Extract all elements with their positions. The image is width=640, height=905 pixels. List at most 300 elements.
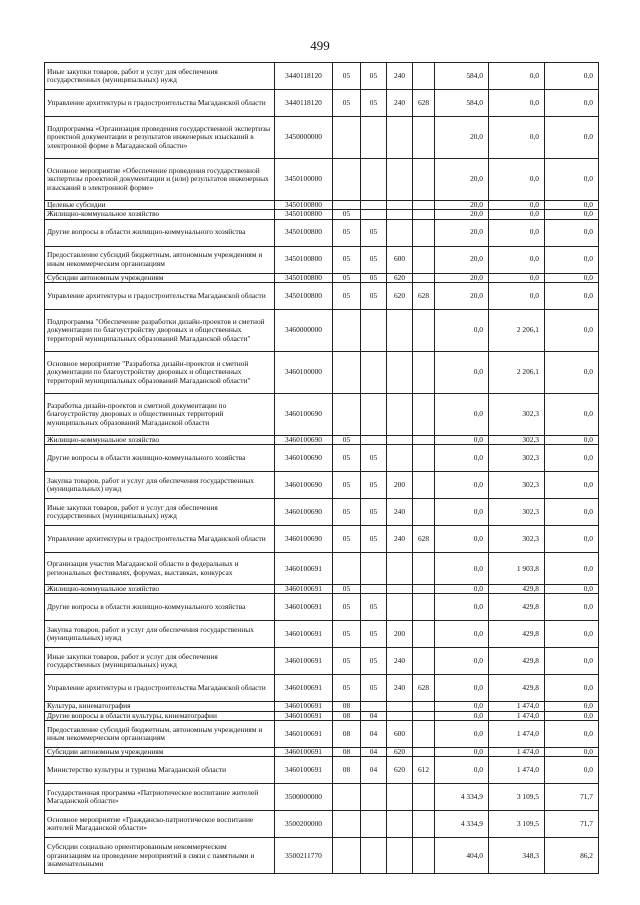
row-name: Другие вопросы в области жилищно-коммунального хозяйства [45,219,275,246]
ministry-code [413,201,435,210]
section-code [333,351,361,393]
execution-percent: 0,0 [545,435,599,444]
subsection-code: 05 [361,526,387,553]
subsection-code: 05 [361,282,387,309]
expense-type-code [387,201,413,210]
executed-amount: 429,8 [489,648,545,675]
executed-amount: 0,0 [489,273,545,282]
execution-percent: 0,0 [545,711,599,720]
table-row [45,499,599,526]
table-row [45,282,599,309]
table-row [45,201,599,210]
target-code: 3450100000 [275,159,333,201]
ministry-code: 628 [413,675,435,702]
expense-type-code: 620 [387,757,413,784]
table-row [45,838,599,874]
section-code [333,553,361,585]
executed-amount: 0,0 [489,219,545,246]
row-name: Организация участия Магаданской области в федеральных и региональных фестивалях, форумах, выставках, конкурсах [45,553,275,585]
table-row [45,585,599,594]
section-code: 05 [333,675,361,702]
row-name: Субсидии автономным учреждениям [45,748,275,757]
subsection-code [361,435,387,444]
execution-percent: 0,0 [545,63,599,90]
table-row [45,526,599,553]
expense-type-code [387,219,413,246]
expense-type-code [387,585,413,594]
subsection-code [361,201,387,210]
executed-amount: 302,3 [489,472,545,499]
row-name: Закупка товаров, работ и услуг для обеспечения государственных (муниципальных) нужд [45,472,275,499]
expense-type-code [387,351,413,393]
row-name: Другие вопросы в области жилищно-коммунального хозяйства [45,594,275,621]
ministry-code [413,499,435,526]
target-code: 3450100800 [275,282,333,309]
execution-percent: 71,7 [545,811,599,838]
planned-amount: 4 334,9 [435,784,489,811]
subsection-code: 05 [361,621,387,648]
planned-amount: 0,0 [435,702,489,711]
section-code [333,201,361,210]
planned-amount: 20,0 [435,117,489,159]
target-code: 3500200000 [275,811,333,838]
subsection-code: 05 [361,273,387,282]
expense-type-code: 240 [387,648,413,675]
row-name: Предоставление субсидий бюджетным, автономным учреждениям и иным некоммерческим организациям [45,246,275,273]
ministry-code: 628 [413,526,435,553]
execution-percent: 0,0 [545,219,599,246]
executed-amount: 302,3 [489,499,545,526]
ministry-code: 628 [413,282,435,309]
execution-percent: 0,0 [545,309,599,351]
execution-percent: 0,0 [545,210,599,219]
row-name: Управление архитектуры и градостроительства Магаданской области [45,526,275,553]
section-code [333,811,361,838]
ministry-code [413,309,435,351]
table-row [45,675,599,702]
subsection-code: 04 [361,748,387,757]
expense-type-code [387,594,413,621]
executed-amount: 1 474,0 [489,748,545,757]
execution-percent: 0,0 [545,246,599,273]
execution-percent: 0,0 [545,675,599,702]
expense-type-code [387,711,413,720]
table-row [45,711,599,720]
subsection-code [361,553,387,585]
section-code: 05 [333,585,361,594]
section-code [333,117,361,159]
ministry-code: 612 [413,757,435,784]
row-name: Основное мероприятие "Разработка дизайн-проектов и сметной документации по благоустройству дворовых и общественных территорий муниципальных образований Магаданской области" [45,351,275,393]
target-code: 3460100000 [275,351,333,393]
row-name: Другие вопросы в области культуры, кинематографии [45,711,275,720]
target-code: 3500000000 [275,784,333,811]
section-code: 05 [333,246,361,273]
table-row [45,648,599,675]
executed-amount: 1 474,0 [489,757,545,784]
execution-percent: 0,0 [545,393,599,435]
row-name: Министерство культуры и туризма Магаданской области [45,757,275,784]
executed-amount: 348,3 [489,838,545,874]
subsection-code [361,309,387,351]
table-row [45,90,599,117]
target-code: 3450000000 [275,117,333,159]
section-code: 08 [333,721,361,748]
target-code: 3460100691 [275,721,333,748]
planned-amount: 0,0 [435,585,489,594]
target-code: 3460100690 [275,435,333,444]
section-code: 05 [333,621,361,648]
ministry-code [413,117,435,159]
subsection-code: 05 [361,63,387,90]
target-code: 3500211770 [275,838,333,874]
row-name: Иные закупки товаров, работ и услуг для обеспечения государственных (муниципальных) нужд [45,648,275,675]
section-code [333,393,361,435]
target-code: 3460000000 [275,309,333,351]
row-name: Управление архитектуры и градостроительства Магаданской области [45,90,275,117]
row-name: Жилищно-коммунальное хозяйство [45,585,275,594]
subsection-code: 05 [361,445,387,472]
table-row [45,351,599,393]
table-row [45,757,599,784]
section-code: 05 [333,219,361,246]
expense-type-code: 620 [387,748,413,757]
target-code: 3460100691 [275,585,333,594]
table-row [45,621,599,648]
target-code: 3460100691 [275,757,333,784]
planned-amount: 20,0 [435,219,489,246]
ministry-code [413,711,435,720]
execution-percent: 0,0 [545,445,599,472]
row-name: Основное мероприятие «Гражданско-патриотическое воспитание жителей Магаданской области» [45,811,275,838]
expense-type-code: 200 [387,472,413,499]
subsection-code: 05 [361,246,387,273]
target-code: 3440118120 [275,90,333,117]
subsection-code [361,117,387,159]
row-name: Иные закупки товаров, работ и услуг для обеспечения государственных (муниципальных) нужд [45,63,275,90]
expense-type-code [387,784,413,811]
page-number: 499 [310,38,330,53]
row-name: Государственная программа «Патриотическое воспитание жителей Магаданской области» [45,784,275,811]
expense-type-code [387,553,413,585]
ministry-code [413,445,435,472]
ministry-code [413,811,435,838]
executed-amount: 3 109,5 [489,784,545,811]
section-code: 08 [333,757,361,784]
table-row [45,553,599,585]
section-code [333,159,361,201]
ministry-code [413,621,435,648]
table-row [45,472,599,499]
executed-amount: 0,0 [489,117,545,159]
target-code: 3460100690 [275,526,333,553]
section-code: 05 [333,435,361,444]
expense-type-code: 240 [387,63,413,90]
execution-percent: 0,0 [545,702,599,711]
ministry-code [413,472,435,499]
executed-amount: 3 109,5 [489,811,545,838]
planned-amount: 404,0 [435,838,489,874]
row-name: Основное мероприятие «Обеспечение проведения государственной экспертизы проектной документации и (или) результатов инженерных изысканий в электронной форме» [45,159,275,201]
planned-amount: 0,0 [435,711,489,720]
expense-type-code: 240 [387,90,413,117]
executed-amount: 302,3 [489,526,545,553]
executed-amount: 429,8 [489,621,545,648]
row-name: Целевые субсидии [45,201,275,210]
expense-type-code [387,445,413,472]
expense-type-code [387,811,413,838]
expense-type-code [387,210,413,219]
expense-type-code [387,309,413,351]
subsection-code: 04 [361,757,387,784]
executed-amount: 429,8 [489,675,545,702]
subsection-code: 04 [361,711,387,720]
table-row [45,210,599,219]
section-code [333,838,361,874]
planned-amount: 20,0 [435,159,489,201]
row-name: Иные закупки товаров, работ и услуг для обеспечения государственных (муниципальных) нужд [45,499,275,526]
planned-amount: 20,0 [435,246,489,273]
planned-amount: 0,0 [435,472,489,499]
execution-percent: 0,0 [545,526,599,553]
executed-amount: 302,3 [489,393,545,435]
expense-type-code: 240 [387,499,413,526]
table-row [45,159,599,201]
section-code: 05 [333,472,361,499]
target-code: 3460100690 [275,472,333,499]
target-code: 3450100800 [275,219,333,246]
target-code: 3460100691 [275,675,333,702]
target-code: 3460100691 [275,553,333,585]
expense-type-code: 620 [387,273,413,282]
section-code: 08 [333,748,361,757]
subsection-code [361,585,387,594]
executed-amount: 1 474,0 [489,702,545,711]
ministry-code [413,273,435,282]
planned-amount: 0,0 [435,435,489,444]
execution-percent: 0,0 [545,282,599,309]
subsection-code [361,351,387,393]
subsection-code: 05 [361,594,387,621]
section-code: 05 [333,594,361,621]
section-code: 05 [333,273,361,282]
section-code: 08 [333,711,361,720]
subsection-code [361,159,387,201]
row-name: Субсидии социально ориентированным некоммерческим организациям на проведение мероприятий в связи с памятными и знаменательными [45,838,275,874]
ministry-code [413,838,435,874]
row-name: Субсидии автономным учреждениям [45,273,275,282]
planned-amount: 0,0 [435,499,489,526]
subsection-code: 04 [361,721,387,748]
executed-amount: 1 474,0 [489,721,545,748]
expense-type-code: 240 [387,526,413,553]
subsection-code: 05 [361,219,387,246]
expense-type-code [387,435,413,444]
execution-percent: 0,0 [545,757,599,784]
budget-table [44,62,599,874]
executed-amount: 0,0 [489,90,545,117]
execution-percent: 0,0 [545,585,599,594]
section-code: 05 [333,282,361,309]
ministry-code [413,159,435,201]
planned-amount: 0,0 [435,621,489,648]
table-row [45,435,599,444]
planned-amount: 0,0 [435,594,489,621]
target-code: 3450100800 [275,246,333,273]
subsection-code [361,811,387,838]
section-code: 05 [333,526,361,553]
table-row [45,721,599,748]
expense-type-code: 240 [387,675,413,702]
row-name: Закупка товаров, работ и услуг для обеспечения государственных (муниципальных) нужд [45,621,275,648]
planned-amount: 0,0 [435,553,489,585]
ministry-code [413,351,435,393]
expense-type-code: 200 [387,621,413,648]
expense-type-code: 620 [387,282,413,309]
ministry-code [413,702,435,711]
planned-amount: 584,0 [435,90,489,117]
executed-amount: 0,0 [489,63,545,90]
section-code: 05 [333,90,361,117]
table-row [45,594,599,621]
planned-amount: 0,0 [435,445,489,472]
subsection-code [361,210,387,219]
execution-percent: 0,0 [545,748,599,757]
table-row [45,309,599,351]
expense-type-code [387,702,413,711]
subsection-code: 05 [361,90,387,117]
execution-percent: 0,0 [545,273,599,282]
execution-percent: 0,0 [545,159,599,201]
section-code: 08 [333,702,361,711]
planned-amount: 0,0 [435,721,489,748]
executed-amount: 0,0 [489,201,545,210]
subsection-code: 05 [361,648,387,675]
section-code [333,309,361,351]
executed-amount: 0,0 [489,210,545,219]
executed-amount: 1 474,0 [489,711,545,720]
target-code: 3450100800 [275,210,333,219]
ministry-code [413,393,435,435]
ministry-code [413,721,435,748]
section-code: 05 [333,648,361,675]
executed-amount: 0,0 [489,282,545,309]
ministry-code [413,553,435,585]
target-code: 3460100691 [275,711,333,720]
ministry-code: 628 [413,90,435,117]
ministry-code [413,219,435,246]
row-name: Другие вопросы в области жилищно-коммунального хозяйства [45,445,275,472]
target-code: 3460100690 [275,445,333,472]
executed-amount: 0,0 [489,159,545,201]
table-row [45,246,599,273]
execution-percent: 0,0 [545,553,599,585]
planned-amount: 0,0 [435,526,489,553]
ministry-code [413,435,435,444]
row-name: Жилищно-коммунальное хозяйство [45,435,275,444]
row-name: Подпрограмма "Обеспечение разработки дизайн-проектов и сметной документации по благоустройству дворовых и общественных территорий муниципальных образований Магаданской области" [45,309,275,351]
executed-amount: 1 903,8 [489,553,545,585]
execution-percent: 0,0 [545,499,599,526]
target-code: 3460100691 [275,648,333,675]
row-name: Подпрограмма «Организация проведения государственной экспертизы проектной документации и результатов инженерных изысканий в электронной форме в Магаданской области» [45,117,275,159]
ministry-code [413,784,435,811]
executed-amount: 2 206,1 [489,351,545,393]
target-code: 3460100690 [275,499,333,526]
table-row [45,393,599,435]
executed-amount: 2 206,1 [489,309,545,351]
planned-amount: 20,0 [435,201,489,210]
table-row [45,273,599,282]
subsection-code [361,702,387,711]
ministry-code [413,63,435,90]
planned-amount: 20,0 [435,273,489,282]
expense-type-code [387,117,413,159]
table-row [45,63,599,90]
row-name: Жилищно-коммунальное хозяйство [45,210,275,219]
planned-amount: 0,0 [435,757,489,784]
row-name: Управление архитектуры и градостроительства Магаданской области [45,282,275,309]
table-row [45,702,599,711]
table-row [45,117,599,159]
target-code: 3450100800 [275,201,333,210]
subsection-code [361,784,387,811]
row-name: Разработка дизайн-проектов и сметной документации по благоустройству дворовых и общественных территорий муниципальных образований Магаданской области [45,393,275,435]
planned-amount: 20,0 [435,210,489,219]
target-code: 3460100690 [275,393,333,435]
execution-percent: 0,0 [545,594,599,621]
table-row [45,748,599,757]
target-code: 3460100691 [275,621,333,648]
table-row [45,445,599,472]
execution-percent: 0,0 [545,90,599,117]
target-code: 3460100691 [275,748,333,757]
table-row [45,784,599,811]
row-name: Предоставление субсидий бюджетным, автономным учреждениям и иным некоммерческим организациям [45,721,275,748]
expense-type-code [387,838,413,874]
execution-percent: 0,0 [545,201,599,210]
executed-amount: 0,0 [489,246,545,273]
planned-amount: 0,0 [435,648,489,675]
execution-percent: 0,0 [545,648,599,675]
table-row [45,219,599,246]
expense-type-code: 600 [387,721,413,748]
execution-percent: 71,7 [545,784,599,811]
ministry-code [413,594,435,621]
expense-type-code [387,393,413,435]
section-code: 05 [333,499,361,526]
planned-amount: 0,0 [435,675,489,702]
execution-percent: 0,0 [545,117,599,159]
section-code: 05 [333,63,361,90]
execution-percent: 0,0 [545,351,599,393]
execution-percent: 0,0 [545,472,599,499]
target-code: 3450100800 [275,273,333,282]
subsection-code [361,393,387,435]
executed-amount: 302,3 [489,435,545,444]
execution-percent: 0,0 [545,621,599,648]
executed-amount: 429,8 [489,594,545,621]
target-code: 3460100691 [275,702,333,711]
expense-type-code: 600 [387,246,413,273]
planned-amount: 0,0 [435,748,489,757]
ministry-code [413,210,435,219]
planned-amount: 0,0 [435,393,489,435]
ministry-code [413,648,435,675]
execution-percent: 0,0 [545,721,599,748]
target-code: 3460100691 [275,594,333,621]
subsection-code: 05 [361,675,387,702]
